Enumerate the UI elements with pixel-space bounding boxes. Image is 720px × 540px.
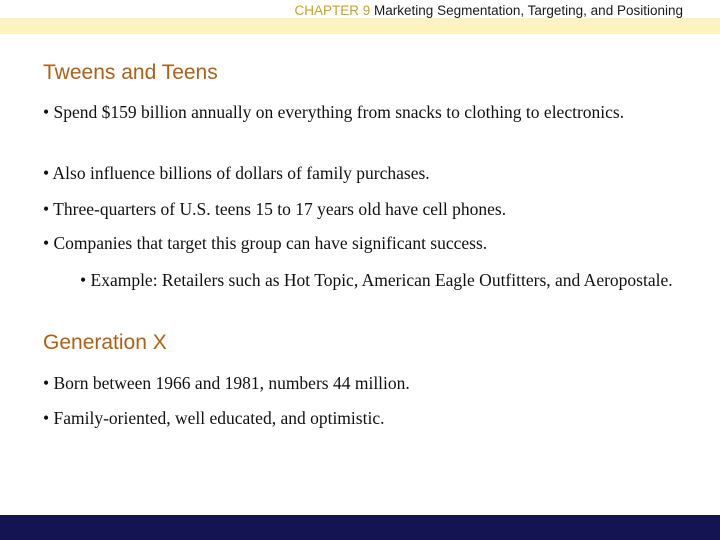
bullet-born-between: • Born between 1966 and 1981, numbers 44 million.	[43, 373, 410, 393]
chapter-label: CHAPTER 9	[294, 3, 371, 18]
header-band	[0, 18, 720, 34]
chapter-title: Marketing Segmentation, Targeting, and Positioning	[374, 3, 683, 18]
bullet-family-influence: • Also influence billions of dollars of family purchases.	[43, 163, 430, 183]
section-heading-generation-x: Generation X	[43, 331, 167, 354]
bullet-target-success: • Companies that target this group can have significant success.	[43, 233, 488, 253]
footer-bar	[0, 515, 720, 540]
sub-bullet-retailer-example: • Example: Retailers such as Hot Topic, American Eagle Outfitters, and Aeropostale.	[80, 270, 673, 290]
bullet-spending: • Spend $159 billion annually on everything from snacks to clothing to electronics.	[43, 102, 625, 122]
chapter-header	[0, 3, 683, 18]
bullet-cell-phones: • Three-quarters of U.S. teens 15 to 17 years old have cell phones.	[43, 199, 507, 219]
section-heading-tweens-teens: Tweens and Teens	[43, 61, 218, 84]
bullet-family-oriented: • Family-oriented, well educated, and optimistic.	[43, 408, 385, 428]
